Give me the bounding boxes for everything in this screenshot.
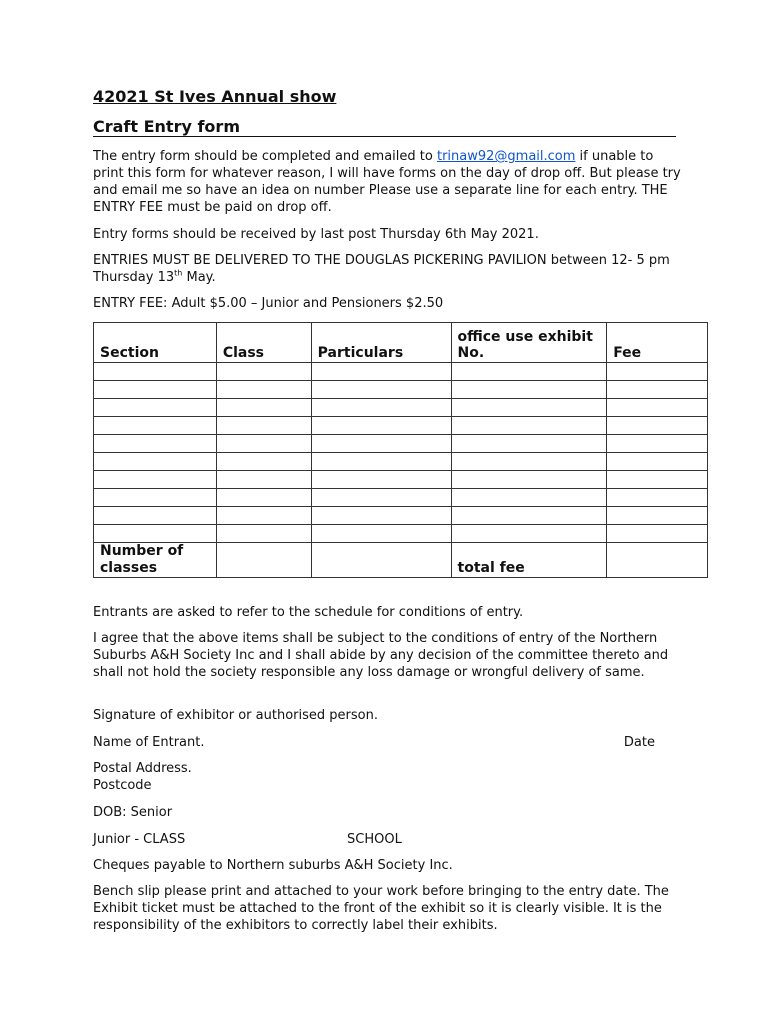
header-particulars: Particulars <box>311 323 451 363</box>
entry-cell-particulars[interactable] <box>311 435 451 453</box>
conditions-ref: Entrants are asked to refer to the schedule for conditions of entry. <box>93 605 524 620</box>
entry-cell-class[interactable] <box>216 381 311 399</box>
entry-cell-section[interactable] <box>94 363 217 381</box>
header-fee: Fee <box>607 323 708 363</box>
entry-cell-exhibit-no[interactable] <box>451 453 607 471</box>
school-label: SCHOOL <box>347 832 402 847</box>
fee-line: ENTRY FEE: Adult $5.00 – Junior and Pensioners $2.50 <box>93 296 444 311</box>
table-row <box>94 525 708 543</box>
table-body <box>94 363 708 578</box>
page-title: 42021 St Ives Annual show <box>93 87 337 106</box>
entry-cell-fee[interactable] <box>607 471 708 489</box>
intro-text-before: The entry form should be completed and emailed to <box>93 149 437 164</box>
entry-cell-class[interactable] <box>216 399 311 417</box>
entry-cell-exhibit-no[interactable] <box>451 435 607 453</box>
entry-cell-exhibit-no[interactable] <box>451 489 607 507</box>
entry-cell-class[interactable] <box>216 525 311 543</box>
entry-cell-class[interactable] <box>216 489 311 507</box>
entry-cell-fee[interactable] <box>607 417 708 435</box>
name-date-row <box>93 734 655 751</box>
entry-cell-section[interactable] <box>94 399 217 417</box>
total-fee-cell[interactable] <box>607 543 708 578</box>
entry-cell-exhibit-no[interactable] <box>451 471 607 489</box>
table-row <box>94 507 708 525</box>
header-exhibit-no: office use exhibit No. <box>451 323 607 363</box>
entry-cell-particulars[interactable] <box>311 381 451 399</box>
table-row <box>94 471 708 489</box>
postal-block <box>93 760 683 794</box>
entry-cell-fee[interactable] <box>607 435 708 453</box>
cheques-text: Cheques payable to Northern suburbs A&H Society Inc. <box>93 858 453 873</box>
postal-address-label: Postal Address. <box>93 761 192 776</box>
entry-cell-exhibit-no[interactable] <box>451 525 607 543</box>
agreement-text: I agree that the above items shall be subject to the conditions of entry of the Northern Suburbs A&H Society Inc and I shall abide by any decision of the committee thereto and shall not hold the society responsible any loss damage or wrongful delivery of same. <box>93 631 669 680</box>
table-header-row <box>94 323 708 363</box>
entry-cell-class[interactable] <box>216 435 311 453</box>
delivery-suffix: May. <box>182 270 216 285</box>
entry-cell-exhibit-no[interactable] <box>451 381 607 399</box>
entry-cell-class[interactable] <box>216 507 311 525</box>
entry-cell-particulars[interactable] <box>311 453 451 471</box>
entry-cell-exhibit-no[interactable] <box>451 417 607 435</box>
entry-cell-fee[interactable] <box>607 381 708 399</box>
entry-cell-particulars[interactable] <box>311 399 451 417</box>
table-row <box>94 417 708 435</box>
table-row <box>94 453 708 471</box>
table-row <box>94 381 708 399</box>
entry-cell-section[interactable] <box>94 489 217 507</box>
entry-cell-class[interactable] <box>216 363 311 381</box>
entry-cell-particulars[interactable] <box>311 471 451 489</box>
entry-cell-fee[interactable] <box>607 453 708 471</box>
entry-cell-section[interactable] <box>94 507 217 525</box>
email-link[interactable]: trinaw92@gmail.com <box>436 149 576 164</box>
signature-line: Signature of exhibitor or authorised person. <box>93 708 378 723</box>
delivery-superscript: th <box>174 268 183 278</box>
entry-cell-fee[interactable] <box>607 489 708 507</box>
entry-cell-section[interactable] <box>94 471 217 489</box>
entry-cell-section[interactable] <box>94 453 217 471</box>
entry-cell-fee[interactable] <box>607 525 708 543</box>
form-subtitle: Craft Entry form <box>93 118 676 137</box>
entry-cell-particulars[interactable] <box>311 507 451 525</box>
table-row <box>94 363 708 381</box>
entry-cell-fee[interactable] <box>607 507 708 525</box>
deadline-text: Entry forms should be received by last post Thursday 6th May 2021. <box>93 227 539 242</box>
number-of-classes-label: Number of classes <box>94 543 217 578</box>
table-row <box>94 489 708 507</box>
junior-class-label: Junior - CLASS <box>93 832 186 847</box>
postcode-label: Postcode <box>93 778 152 793</box>
entry-cell-section[interactable] <box>94 417 217 435</box>
entry-cell-fee[interactable] <box>607 399 708 417</box>
entry-cell-exhibit-no[interactable] <box>451 363 607 381</box>
entry-cell-particulars[interactable] <box>311 363 451 381</box>
entry-cell-class[interactable] <box>216 453 311 471</box>
entry-cell-class[interactable] <box>216 471 311 489</box>
entry-cell-class[interactable] <box>216 417 311 435</box>
entry-cell-section[interactable] <box>94 381 217 399</box>
header-section: Section <box>94 323 217 363</box>
bench-slip-text: Bench slip please print and attached to your work before bringing to the entry date. The Exhibit ticket must be attached to the front of the exhibit so it is clearly visible. It is the responsibility of the exhibitors to correctly label their exhibits. <box>93 884 669 933</box>
entry-cell-particulars[interactable] <box>311 489 451 507</box>
delivery-main: ENTRIES MUST BE DELIVERED TO THE DOUGLAS PICKERING PAVILION between 12- 5 pm Thursday 13 <box>93 253 670 285</box>
footer-cell-class[interactable] <box>216 543 311 578</box>
intro-paragraph <box>93 148 683 216</box>
entry-cell-section[interactable] <box>94 435 217 453</box>
footer-cell-particulars[interactable] <box>311 543 451 578</box>
entry-cell-exhibit-no[interactable] <box>451 399 607 417</box>
name-of-entrant-label: Name of Entrant. <box>93 735 205 750</box>
date-label: Date <box>623 735 655 750</box>
table-row <box>94 435 708 453</box>
header-class: Class <box>216 323 311 363</box>
delivery-text <box>93 252 683 286</box>
table-row <box>94 399 708 417</box>
dob-label: DOB: Senior <box>93 805 173 820</box>
entry-cell-particulars[interactable] <box>311 525 451 543</box>
intro-text-after: if unable to print this form for whatever reason, I will have forms on the day of drop off. But please try and email me so have an idea on number Please use a separate line for each entry. THE ENTRY FEE must be paid on drop off. <box>93 149 681 215</box>
total-fee-label: total fee <box>451 543 607 578</box>
junior-row <box>93 831 683 848</box>
entry-cell-exhibit-no[interactable] <box>451 507 607 525</box>
entry-table <box>93 322 708 578</box>
table-footer-row <box>94 543 708 578</box>
entry-cell-fee[interactable] <box>607 363 708 381</box>
entry-cell-section[interactable] <box>94 525 217 543</box>
entry-cell-particulars[interactable] <box>311 417 451 435</box>
